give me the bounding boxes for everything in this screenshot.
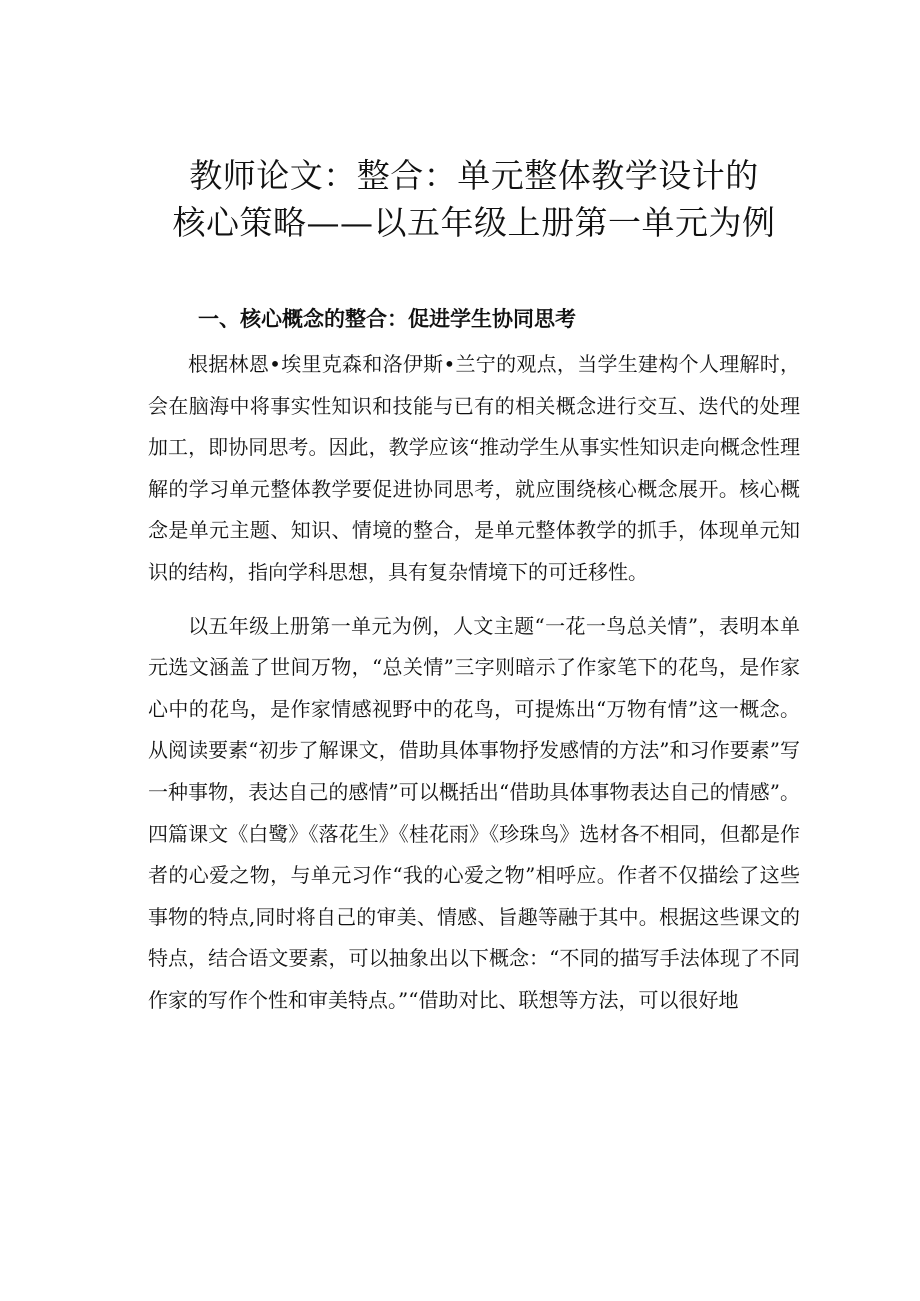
body-paragraph-2: 以五年级上册第一单元为例，人文主题“一花一鸟总关情”，表明本单元选文涵盖了世间万物，“总关情”三字则暗示了作家笔下的花鸟，是作家心中的花鸟，是作家情感视野中的花鸟，可提炼出“万物有情”这一概念。从阅读要素“初步了解课文，借助具体事物抒发感情的方法”和习作要素”写一种事物，表达自己的感情”可以概括出“借助具体事物表达自己的情感”。四篇课文《白鹭》《落花生》《桂花雨》《珍珠鸟》选材各不相同，但都是作者的心爱之物，与单元习作“我的心爱之物”相呼应。作者不仅描绘了这些事物的特点,同时将自己的审美、情感、旨趣等融于其中。根据这些课文的特点，结合语文要素，可以抽象出以下概念：“不同的描写手法体现了不同作家的写作个性和审美特点。”“借助对比、联想等方法，可以很好地 [148,613,800,1012]
body-paragraph-1: 根据林恩•埃里克森和洛伊斯•兰宁的观点，当学生建构个人理解时，会在脑海中将事实性知识和技能与已有的相关概念进行交互、迭代的处理加工，即协同思考。因此，教学应该“推动学生从事实性知识走向概念性理解的学习单元整体教学要促进协同思考，就应围绕核心概念展开。核心概念是单元主题、知识、情境的整合，是单元整体教学的抓手，体现单元知识的结构，指向学科思想，具有复杂情境下的可迁移性。 [148,352,800,584]
document-title [138,0,810,246]
title-line-1: 教师论文：整合：单元整体教学设计的 [189,156,759,195]
title-line-2: 核心策略——以五年级上册第一单元为例 [172,203,776,242]
section-heading: 一、核心概念的整合：促进学生协同思考 [198,307,576,331]
